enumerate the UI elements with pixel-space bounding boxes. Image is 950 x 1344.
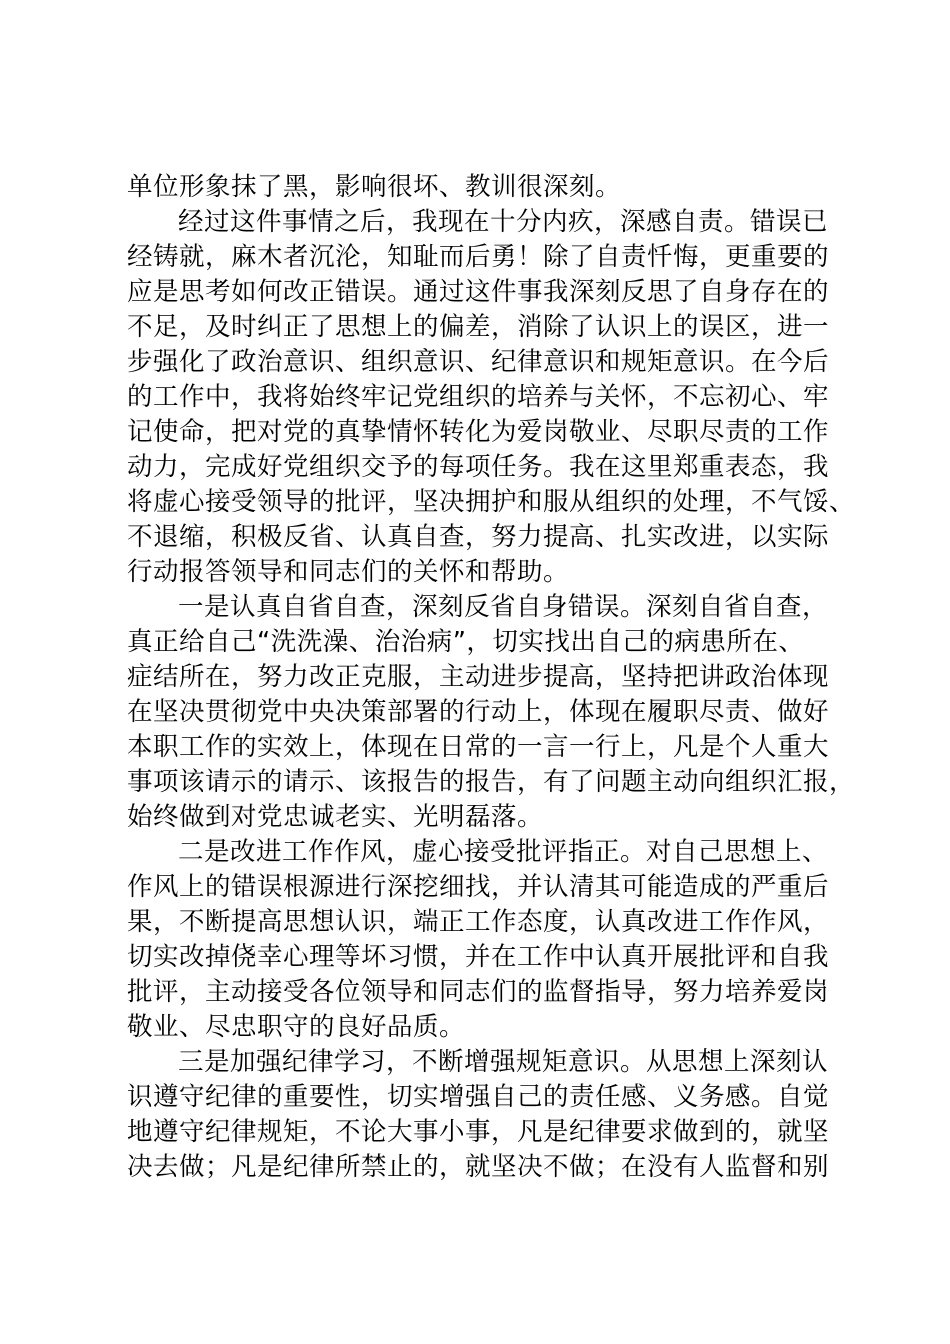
text-line: 事项该请示的请示、该报告的报告，有了问题主动向组织汇报，: [127, 767, 856, 797]
text-line: 地遵守纪律规矩，不论大事小事，凡是纪律要求做到的，就坚: [127, 1117, 830, 1147]
text-line: 始终做到对党忠诚老实、光明磊落。: [127, 802, 544, 832]
text-line: 经铸就，麻木者沉沦，知耻而后勇！除了自责忏悔，更重要的: [127, 242, 830, 272]
text-line: 识遵守纪律的重要性，切实增强自己的责任感、义务感。自觉: [127, 1082, 830, 1112]
text-line: 敬业、尽忠职守的良好品质。: [127, 1012, 466, 1042]
text-line: 将虚心接受领导的批评，坚决拥护和服从组织的处理，不气馁、: [127, 487, 856, 517]
text-line: 动力，完成好党组织交予的每项任务。我在这里郑重表态，我: [127, 452, 830, 482]
paragraph-start-line: 一是认真自省自查，深刻反省自身错误。深刻自省自查，: [178, 592, 829, 622]
paragraph-start-line: 三是加强纪律学习，不断增强规矩意识。从思想上深刻认: [178, 1047, 829, 1077]
text-line: 单位形象抹了黑，影响很坏、教训很深刻。: [127, 172, 622, 202]
text-line: 症结所在，努力改正克服，主动进步提高，坚持把讲政治体现: [127, 662, 830, 692]
text-line: 批评，主动接受各位领导和同志们的监督指导，努力培养爱岗: [127, 977, 830, 1007]
paragraph-start-line: 经过这件事情之后，我现在十分内疚，深感自责。错误已: [178, 207, 829, 237]
paragraph-start-line: 二是改进工作作风，虚心接受批评指正。对自己思想上、: [178, 837, 829, 867]
text-line: 切实改掉侥幸心理等坏习惯，并在工作中认真开展批评和自我: [127, 942, 830, 972]
text-line: 行动报答领导和同志们的关怀和帮助。: [127, 557, 570, 587]
text-line: 作风上的错误根源进行深挖细找，并认清其可能造成的严重后: [127, 872, 830, 902]
text-line: 步强化了政治意识、组织意识、纪律意识和规矩意识。在今后: [127, 347, 830, 377]
text-line: 的工作中，我将始终牢记党组织的培养与关怀，不忘初心、牢: [127, 382, 830, 412]
text-line: 不退缩，积极反省、认真自查，努力提高、扎实改进，以实际: [127, 522, 830, 552]
text-line: 记使命，把对党的真挚情怀转化为爱岗敬业、尽职尽责的工作: [127, 417, 830, 447]
text-line: 真正给自己“洗洗澡、治治病”，切实找出自己的病患所在、: [127, 627, 805, 657]
body-text: [127, 170, 867, 1185]
text-line: 决去做；凡是纪律所禁止的，就坚决不做；在没有人监督和别: [127, 1152, 830, 1182]
text-line: 果，不断提高思想认识，端正工作态度，认真改进工作作风，: [127, 907, 830, 937]
text-line: 本职工作的实效上，体现在日常的一言一行上，凡是个人重大: [127, 732, 830, 762]
text-line: 应是思考如何改正错误。通过这件事我深刻反思了自身存在的: [127, 277, 830, 307]
text-line: 在坚决贯彻党中央决策部署的行动上，体现在履职尽责、做好: [127, 697, 830, 727]
text-line: 不足，及时纠正了思想上的偏差，消除了认识上的误区，进一: [127, 312, 830, 342]
